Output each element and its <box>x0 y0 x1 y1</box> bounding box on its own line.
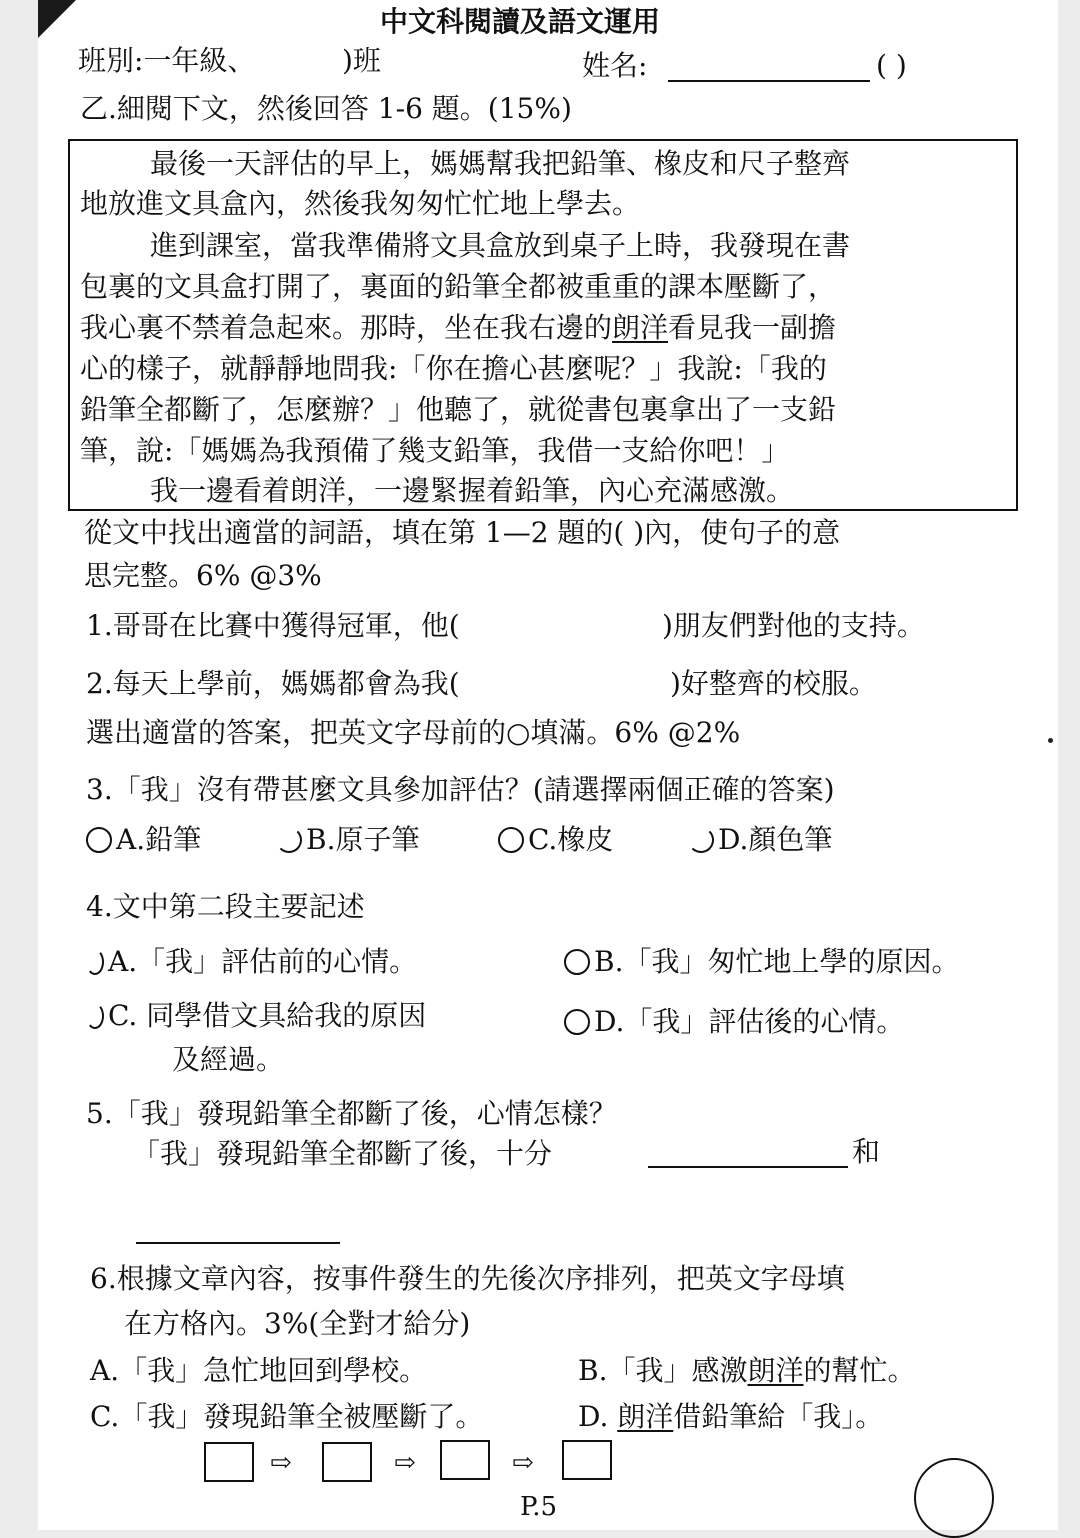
q5-answer-prefix: 「我」發現鉛筆全都斷了後，十分 <box>132 1137 553 1170</box>
order-box-4[interactable] <box>562 1440 612 1480</box>
passage-line: 心的樣子，就靜靜地問我:「你在擔心甚麼呢？」我說:「我的 <box>80 352 827 385</box>
passage-line: 地放進文具盒內，然後我匆匆忙忙地上學去。 <box>80 187 641 220</box>
page-number: P.5 <box>520 1492 558 1522</box>
q4-option-c[interactable]: C. 同學借文具給我的原因 <box>86 1002 426 1030</box>
q6-event-a: A.「我」急忙地回到學校。 <box>90 1354 428 1387</box>
passage-line: 包裏的文具盒打開了，裏面的鉛筆全都被重重的課本壓斷了， <box>80 270 837 303</box>
q6-event-c: C.「我」發現鉛筆全被壓斷了。 <box>90 1400 484 1433</box>
q3-stem: 3.「我」沒有帶甚麼文具參加評估？(請選擇兩個正確的答案) <box>86 773 835 806</box>
name-langyang: 朗洋 <box>612 311 669 344</box>
fill-instruction-cont: 思完整。6% @3% <box>84 559 322 592</box>
q2-answer-blank[interactable] <box>560 664 672 700</box>
right-arrow-icon: ⇨ <box>512 1448 534 1478</box>
q6-event-b: B.「我」感激朗洋的幫忙。 <box>578 1354 916 1387</box>
q5-and: 和 <box>852 1135 881 1168</box>
q5-answer-blank-2[interactable] <box>136 1242 340 1244</box>
q3-option-b[interactable]: B.原子筆 <box>276 826 419 854</box>
q3-option-c[interactable]: C.橡皮 <box>498 826 613 854</box>
order-box-2[interactable] <box>322 1442 372 1482</box>
class-label: 班別:一年級、 <box>78 44 256 77</box>
right-arrow-icon: ⇨ <box>270 1448 292 1478</box>
worksheet-title: 中文科閱讀及語文運用 <box>380 5 661 38</box>
q6-stem-cont: 在方格內。3%(全對才給分) <box>124 1307 471 1340</box>
radio-circle-icon <box>86 1003 104 1029</box>
q4-option-b[interactable]: B.「我」匆忙地上學的原因。 <box>564 948 959 976</box>
radio-circle-icon <box>276 827 302 853</box>
radio-circle-icon <box>564 949 590 975</box>
score-circle <box>914 1458 994 1538</box>
section-heading: 乙.細閱下文，然後回答 1-6 題。(15%) <box>80 92 572 125</box>
radio-circle-icon <box>498 827 524 853</box>
q3-option-d[interactable]: D.顏色筆 <box>688 826 832 854</box>
q4-option-a[interactable]: A.「我」評估前的心情。 <box>86 948 417 976</box>
q4-option-c-cont: 及經過。 <box>172 1043 285 1076</box>
choose-instruction: 選出適當的答案，把英文字母前的○填滿。6% @2% <box>86 716 741 749</box>
folded-corner <box>38 0 76 38</box>
passage-line: 最後一天評估的早上，媽媽幫我把鉛筆、橡皮和尺子整齊 <box>150 147 851 180</box>
radio-circle-icon <box>564 1009 590 1035</box>
q5-answer-blank-1[interactable] <box>648 1166 848 1168</box>
q4-stem: 4.文中第二段主要記述 <box>86 890 365 923</box>
name-langyang: 朗洋 <box>617 1400 674 1433</box>
passage-line: 進到課室，當我準備將文具盒放到桌子上時，我發現在書 <box>150 229 851 262</box>
name-paren: ( ) <box>876 49 907 82</box>
class-suffix: )班 <box>342 44 381 77</box>
q1-after: )朋友們對他的支持。 <box>662 609 925 642</box>
order-box-3[interactable] <box>440 1440 490 1480</box>
q1-answer-blank[interactable] <box>548 606 664 642</box>
order-box-1[interactable] <box>204 1442 254 1482</box>
q6-stem: 6.根據文章內容，按事件發生的先後次序排列，把英文字母填 <box>90 1262 845 1295</box>
scan-speck <box>1048 738 1053 743</box>
q2-before: 2.每天上學前，媽媽都會為我( <box>86 667 460 700</box>
radio-circle-icon <box>86 949 104 975</box>
name-blank[interactable] <box>668 80 870 82</box>
q1-before: 1.哥哥在比賽中獲得冠軍，他( <box>86 609 460 642</box>
q5-stem: 5.「我」發現鉛筆全都斷了後，心情怎樣？ <box>86 1097 617 1130</box>
radio-circle-icon <box>86 827 112 853</box>
name-langyang: 朗洋 <box>747 1354 804 1387</box>
q2-after: )好整齊的校服。 <box>670 667 877 700</box>
passage-line: 鉛筆全都斷了，怎麼辦？」他聽了，就從書包裏拿出了一支鉛 <box>80 393 837 426</box>
right-arrow-icon: ⇨ <box>394 1448 416 1478</box>
fill-instruction: 從文中找出適當的詞語，填在第 1—2 題的( )內，使句子的意 <box>84 516 841 549</box>
radio-circle-icon <box>688 827 714 853</box>
passage-line: 我心裏不禁着急起來。那時，坐在我右邊的朗洋看見我一副擔 <box>80 311 837 344</box>
passage-line: 筆，說:「媽媽為我預備了幾支鉛筆，我借一支給你吧！」 <box>80 434 790 467</box>
q3-option-a[interactable]: A.鉛筆 <box>86 826 201 854</box>
passage-line: 我一邊看着朗洋，一邊緊握着鉛筆，內心充滿感激。 <box>150 474 795 507</box>
q4-option-d[interactable]: D.「我」評估後的心情。 <box>564 1008 904 1036</box>
q6-event-d: D. 朗洋借鉛筆給「我」。 <box>578 1400 884 1433</box>
name-label: 姓名: <box>582 49 648 82</box>
